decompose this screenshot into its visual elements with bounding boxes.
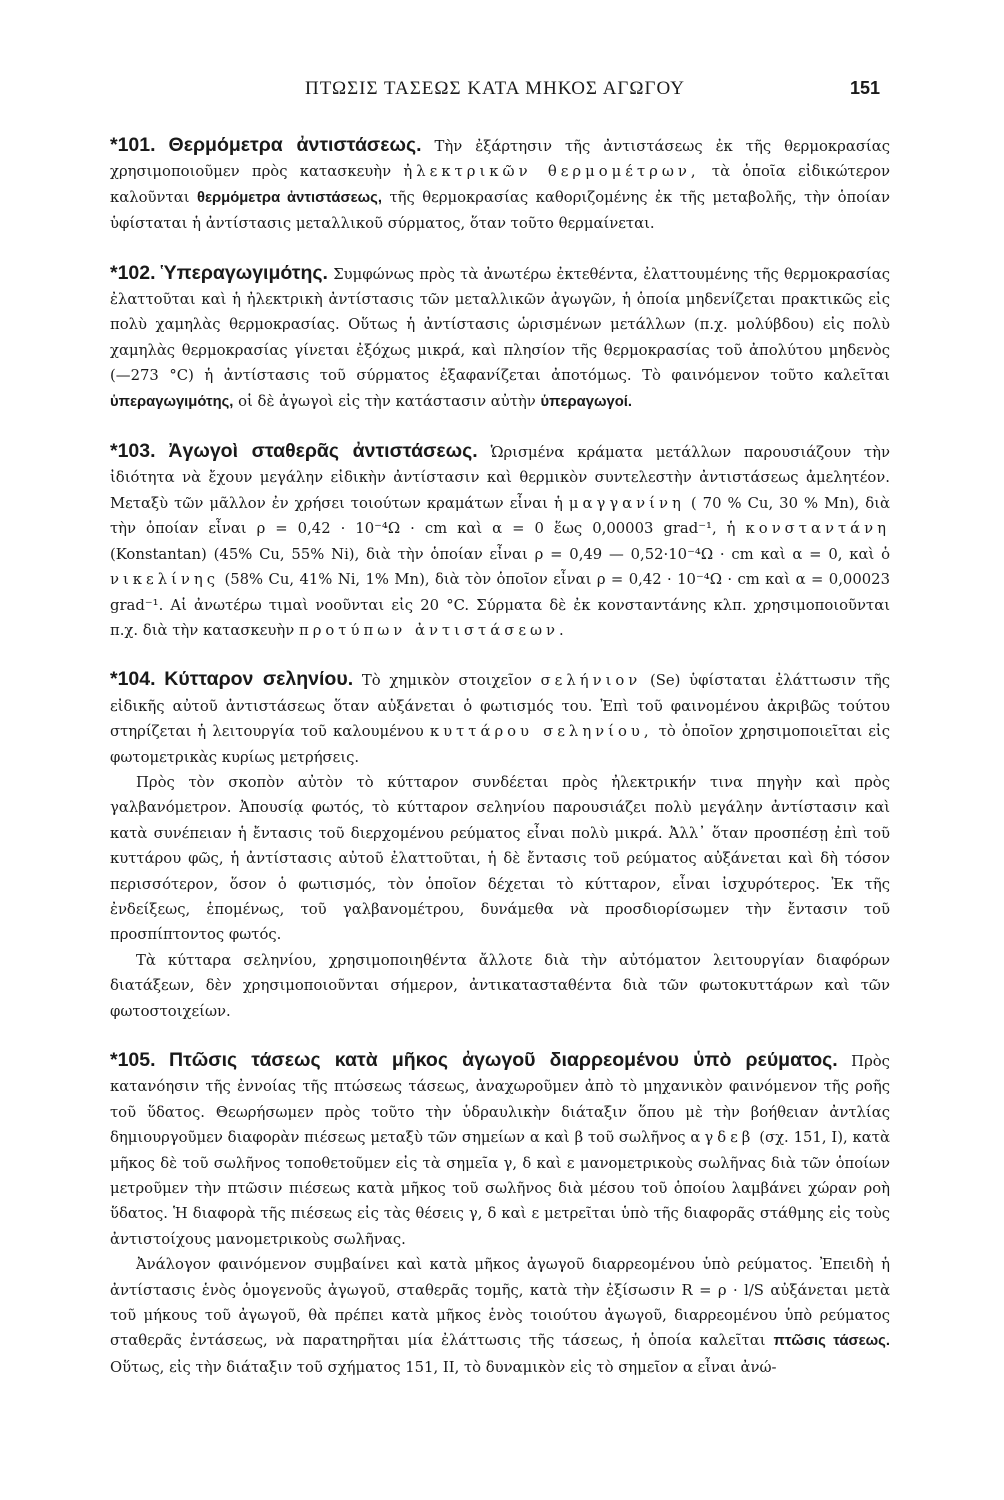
text-run: Οὕτως, εἰς τὴν διάταξιν τοῦ σχήματος 151, II, τὸ δυναμικὸν εἰς τὸ σημεῖον α εἶναι ἀνώ- xyxy=(110,1358,777,1376)
text-run: (Se) ὑφίσταται ἐλάττωσιν τῆς εἰδικῆς αὐτοῦ ἀντιστάσεως ὅταν αὐξάνεται ὁ φωτισμός του. Ἐπὶ τοῦ φαινομένου ἀκριβῶς τούτου στηρίζεται ἡ λειτουργία τοῦ καλουμένου xyxy=(110,672,891,741)
spaced-term: κυττάρου σεληνίου, xyxy=(429,723,653,741)
text-run: τὰ ὁποῖα εἰδικώτερον καλοῦνται xyxy=(110,163,890,206)
text-run: Ὡρισμένα κράματα μετάλλων παρουσιάζουν τὴν ἰδιότητα νὰ ἔχουν μεγάλην εἰδικὴν ἀντίστασιν καὶ θερμικὸν συντελεστὴν ἀντιστάσεως ἀμελητέον. Μεταξὺ τῶν μᾶλλον ἐν χρήσει τοιούτων κραμάτων εἶναι ἡ xyxy=(110,444,890,512)
section-101-paragraph xyxy=(110,133,890,237)
section-105-paragraph-2 xyxy=(110,1252,890,1380)
text-run: Τὸ χημικὸν στοιχεῖον xyxy=(361,672,532,690)
section-101 xyxy=(110,133,890,237)
section-104-paragraph-3: Τὰ κύτταρα σεληνίου, χρησιμοποιηθέντα ἄλλοτε διὰ τὴν αὐτόματον λειτουργίαν διαφόρων διατάξεων, δὲν χρησιμοποιοῦνται σήμερον, ἀντικατασταθέντα διὰ τῶν φωτοκυττάρων καὶ τῶν φωτοστοιχείων. xyxy=(110,951,890,1020)
bold-term: ὑπεραγωγοί. xyxy=(540,393,632,410)
section-title: Πτῶσις τάσεως κατὰ μῆκος ἀγωγοῦ διαρρεομένου ὑπὸ ρεύματος. xyxy=(168,1049,838,1071)
text-run: (σχ. 151, I), κατὰ μῆκος δὲ τοῦ σωλῆνος τοποθετοῦμεν εἰς τὰ σημεῖα γ, δ καὶ ε μανομετρικοὺς σωλῆνας διὰ τῶν ὁποίων μετροῦμεν τὴν πτῶσιν πιέσεως κατὰ μῆκος τοῦ σωλῆνος διὰ μέσου τοῦ ὁποίου λαμβάνει χώραν ροὴ ὕδατος. Ἡ διαφορὰ τῆς πιέσεως εἰς τὰς θέσεις γ, δ καὶ ε μετρεῖται ὑπὸ τῆς διαφορᾶς στάθμης εἰς τοὺς ἀντιστοίχους μανομετρικοὺς σωλῆνας. xyxy=(110,1129,890,1248)
page-body xyxy=(110,133,890,1380)
bold-term: πτῶσις τάσεως. xyxy=(773,1333,890,1350)
text-run: οἱ δὲ ἀγωγοὶ εἰς τὴν κατάστασιν αὐτὴν xyxy=(238,392,536,410)
text-run: Τὴν ἐξάρτησιν τῆς ἀντιστάσεως ἐκ τῆς θερμοκρασίας χρησιμοποιοῦμεν πρὸς κατασκευὴν xyxy=(110,138,890,181)
spaced-term: κονσταντάνη xyxy=(745,520,890,538)
text-run: (Konstantan) (45% Cu, 55% Ni), διὰ τὴν ὁποίαν εἶναι ρ = 0,49 — 0,52·10⁻⁴Ω · cm καὶ α = 0, καὶ ὁ xyxy=(110,545,890,563)
text-run: τὸ ὁποῖον χρησιμοποιεῖται εἰς φωτομετρικὰς κυρίως μετρήσεις. xyxy=(110,723,890,766)
text-run: τῆς θερμοκρασίας καθοριζομένης ἐκ τῆς μεταβολῆς, τὴν ὁποίαν ὑφίσταται ἡ ἀντίστασις μεταλλικοῦ σύρματος, ὅταν τοῦτο θερμαίνεται. xyxy=(110,188,890,233)
spaced-term: αγδεβ xyxy=(690,1129,755,1147)
section-title: Θερμόμετρα ἀντιστάσεως. xyxy=(168,134,422,156)
section-104-paragraph-2: Πρὸς τὸν σκοπὸν αὐτὸν τὸ κύτταρον συνδέεται πρὸς ἠλεκτρικήν τινα πηγὴν καὶ πρὸς γαλβανόμετρον. Ἀπουσίᾳ φωτός, τὸ κύτταρον σεληνίου παρουσιάζει πολὺ μεγάλην ἀντίστασιν καὶ κατὰ συνέπειαν ἡ ἔντασις τοῦ διερχομένου ρεύματος εἶναι πολὺ μικρά. Ἀλλ᾽ ὅταν προσπέσῃ ἐπὶ τοῦ κυττάρου φῶς, ἡ ἀντίστασις αὐτοῦ ἐλαττοῦται, ἡ δὲ ἔντασις τοῦ ρεύματος αὐξάνεται καὶ δὴ τόσον περισσότερον, ὅσον ὁ φωτισμός, τὸν ὁποῖον δέχεται τὸ κύτταρον, εἶναι ἰσχυρότερος. Ἐκ τῆς ἐνδείξεως, ἑπομένως, τοῦ γαλβανομέτρου, δυνάμεθα νὰ προσδιορίσωμεν τὴν ἔντασιν τοῦ προσπίπτοντος φωτός. xyxy=(110,773,890,944)
text-run: Συμφώνως πρὸς τὰ ἀνωτέρω ἐκτεθέντα, ἐλαττουμένης τῆς θερμοκρασίας ἐλαττοῦται καὶ ἡ ἠλεκτρικὴ ἀντίστασις τῶν μεταλλικῶν ἀγωγῶν, ἡ ὁποία μηδενίζεται πρακτικῶς εἰς πολὺ χαμηλὰς θερμοκρασίας. Οὕτως ἡ ἀντίστασις ὡρισμένων μετάλλων (π.χ. μολύβδου) εἰς πολὺ χαμηλὰς θερμοκρασίας γίνεται ἐξόχως μικρά, καὶ πλησίον τῆς θερμοκρασίας τοῦ ἀπολύτου μηδενὸς (—273 °C) ἡ ἀντίστασις τοῦ σύρματος ἐξαφανίζεται ἀποτόμως. Τὸ φαινόμενον τοῦτο καλεῖται xyxy=(110,265,890,385)
section-number: *104. xyxy=(110,668,156,691)
section-102-paragraph xyxy=(110,261,890,415)
section-103 xyxy=(110,439,890,643)
spaced-term: μαγγανίνη xyxy=(568,494,685,512)
spaced-term: ἠλεκτρικῶν θερμομέτρων, xyxy=(403,163,700,181)
page-header xyxy=(110,78,880,108)
section-number: *103. xyxy=(110,440,156,463)
text-run: ( 70 % Cu, 30 % Mn), διὰ τὴν ὁποίαν εἶναι ρ = 0,42 · 10⁻⁴Ω · cm καὶ α = 0 ἕως 0,00003 grad⁻¹, ἡ xyxy=(110,494,890,538)
section-title: Ἀγωγοὶ σταθερᾶς ἀντιστάσεως. xyxy=(168,440,478,463)
spaced-term: προτύπων ἀντιστάσεων. xyxy=(298,621,568,639)
running-head: ΠΤΩΣΙΣ ΤΑΣΕΩΣ ΚΑΤΑ ΜΗΚΟΣ ΑΓΩΓΟΥ xyxy=(304,78,686,99)
section-105 xyxy=(110,1048,890,1380)
section-103-paragraph xyxy=(110,439,890,643)
section-105-paragraph-1 xyxy=(110,1048,890,1252)
spaced-term: σελήνιον xyxy=(540,672,642,690)
bold-term: θερμόμετρα ἀντιστάσεως, xyxy=(196,189,382,206)
section-104 xyxy=(110,667,890,1024)
section-number: *101. xyxy=(110,134,156,156)
page-number: 151 xyxy=(849,78,880,98)
section-number: *105. xyxy=(110,1049,156,1071)
text-run: Πρὸς κατανόησιν τῆς ἐννοίας τῆς πτώσεως τάσεως, ἀναχωροῦμεν ἀπὸ τὸ μηχανικὸν φαινόμενον τῆς ροῆς τοῦ ὕδατος. Θεωρήσωμεν πρὸς τοῦτο τὴν ὑδραυλικὴν διάταξιν ὅπου μὲ τὴν βοήθειαν ἀντλίας δημιουργοῦμεν διαφορὰν πιέσεως μεταξὺ τῶν σημείων α καὶ β τοῦ σωλῆνος xyxy=(110,1053,890,1147)
bold-term: ὑπεραγωγιμότης, xyxy=(110,393,234,410)
section-102 xyxy=(110,261,890,415)
section-title: Κύτταρον σεληνίου. xyxy=(164,668,354,691)
spaced-term: νικελίνης xyxy=(110,571,220,589)
section-104-paragraph-1 xyxy=(110,667,890,770)
text-run: (58% Cu, 41% Ni, 1% Mn), διὰ τὸν ὁποῖον εἶναι ρ = 0,42 · 10⁻⁴Ω · cm καὶ α = 0,00023 grad⁻¹. Αἱ ἀνωτέρω τιμαὶ νοοῦνται εἰς 20 °C. Σύρματα δὲ ἐκ κονσταντάνης κλπ. χρησιμοποιοῦνται π.χ. διὰ τὴν κατασκευὴν xyxy=(110,571,890,639)
section-title: Ὑπεραγωγιμότης. xyxy=(160,261,328,284)
section-number: *102. xyxy=(110,261,156,284)
text-run: Ἀνάλογον φαινόμενον συμβαίνει καὶ κατὰ μῆκος ἀγωγοῦ διαρρεομένου ὑπὸ ρεύματος. Ἐπειδὴ ἡ ἀντίστασις ἑνὸς ὁμογενοῦς ἀγωγοῦ, σταθερᾶς τομῆς, κατὰ τὴν ἐξίσωσιν R = ρ · l/S αὐξάνεται μετὰ τοῦ μήκους τοῦ ἀγωγοῦ, θὰ πρέπει κατὰ μῆκος ἑνὸς τοιούτου ἀγωγοῦ, διαρρεομένου ὑπὸ ρεύματος σταθερᾶς ἐντάσεως, νὰ παρατηρῆται μία ἐλάττωσις τῆς τάσεως, ἡ ὁποία καλεῖται xyxy=(110,1256,890,1350)
